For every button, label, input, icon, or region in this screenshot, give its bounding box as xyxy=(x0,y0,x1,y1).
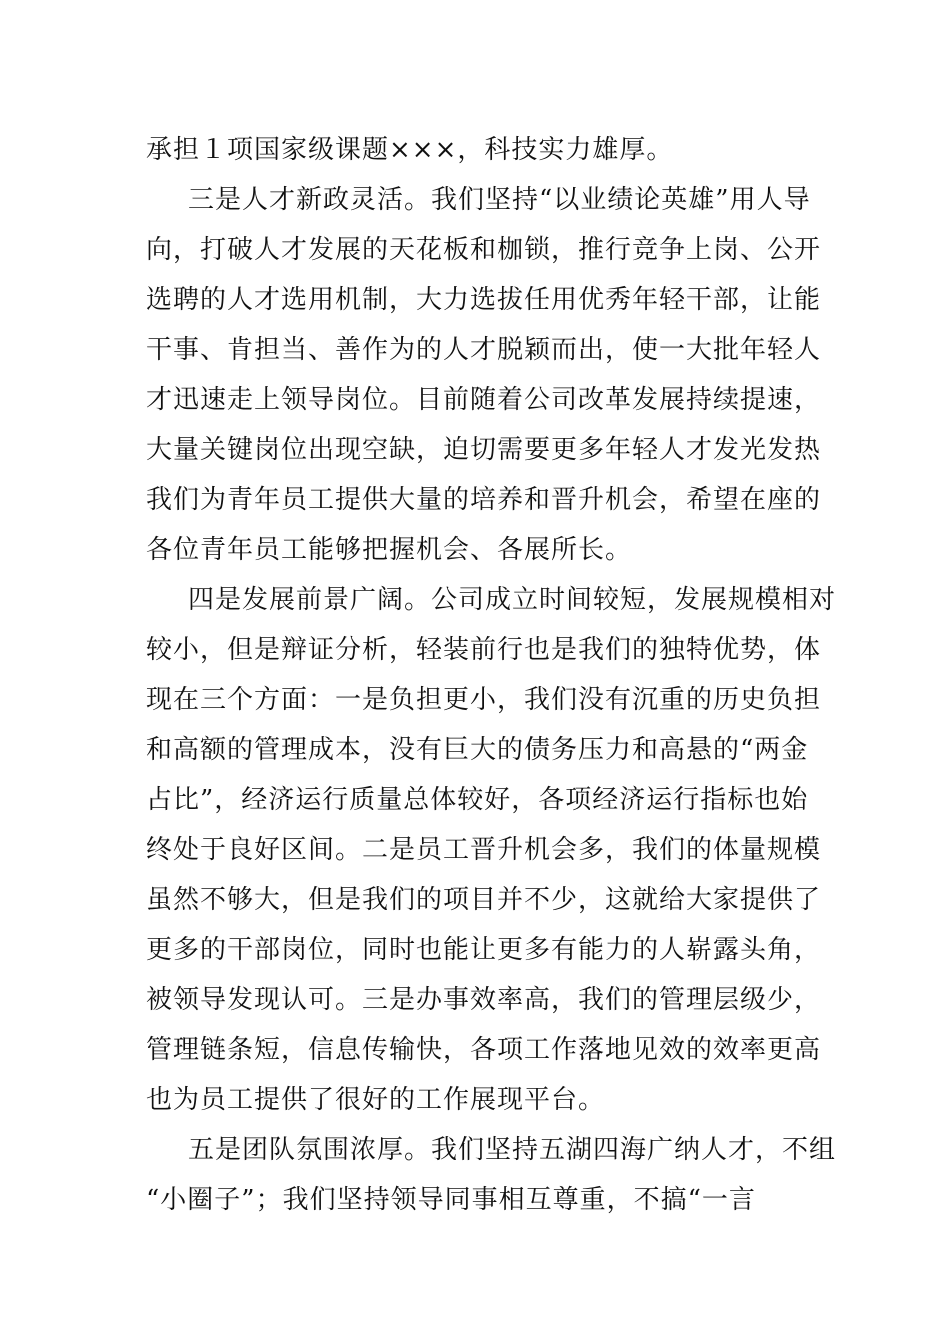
text-line-6: 才迅速走上领导岗位。目前随着公司改革发展持续提速， xyxy=(146,385,822,415)
text-line-8: 我们为青年员工提供大量的培养和晋升机会，希望在座的 xyxy=(146,485,822,515)
text-line-20: 也为员工提供了很好的工作展现平台。 xyxy=(146,1085,606,1115)
text-line-21: 五是团队氛围浓厚。我们坚持五湖四海广纳人才，不组 xyxy=(188,1135,837,1165)
text-line-17: 更多的干部岗位，同时也能让更多有能力的人崭露头角， xyxy=(146,935,822,965)
text-line-13: 和高额的管理成本，没有巨大的债务压力和高悬的“两金 xyxy=(146,735,809,765)
text-line-10: 四是发展前景广阔。公司成立时间较短，发展规模相对 xyxy=(188,585,837,615)
text-line-5: 干事、肯担当、善作为的人才脱颖而出，使一大批年轻人 xyxy=(146,335,822,365)
text-line-16: 虽然不够大，但是我们的项目并不少，这就给大家提供了 xyxy=(146,885,822,915)
text-line-7: 大量关键岗位出现空缺，迫切需要更多年轻人才发光发热 xyxy=(146,435,822,465)
text-line-1: 承担１项国家级课题×××，科技实力雄厚。 xyxy=(146,135,674,165)
text-line-18: 被领导发现认可。三是办事效率高，我们的管理层级少， xyxy=(146,985,822,1015)
text-line-3: 向，打破人才发展的天花板和枷锁，推行竞争上岗、公开 xyxy=(146,235,822,265)
text-line-14: 占比”，经济运行质量总体较好，各项经济运行指标也始 xyxy=(146,785,809,815)
text-line-11: 较小，但是辩证分析，轻装前行也是我们的独特优势，体 xyxy=(146,635,822,665)
text-line-2: 三是人才新政灵活。我们坚持“以业绩论英雄”用人导 xyxy=(188,185,811,215)
text-line-12: 现在三个方面：一是负担更小，我们没有沉重的历史负担 xyxy=(146,685,822,715)
text-line-15: 终处于良好区间。二是员工晋升机会多，我们的体量规模 xyxy=(146,835,822,865)
text-line-4: 选聘的人才选用机制，大力选拔任用优秀年轻干部，让能 xyxy=(146,285,822,315)
text-line-22: “小圈子”；我们坚持领导同事相互尊重，不搞“一言 xyxy=(146,1185,756,1215)
text-line-9: 各位青年员工能够把握机会、各展所长。 xyxy=(146,535,633,565)
text-line-19: 管理链条短，信息传输快，各项工作落地见效的效率更高 xyxy=(146,1035,822,1065)
